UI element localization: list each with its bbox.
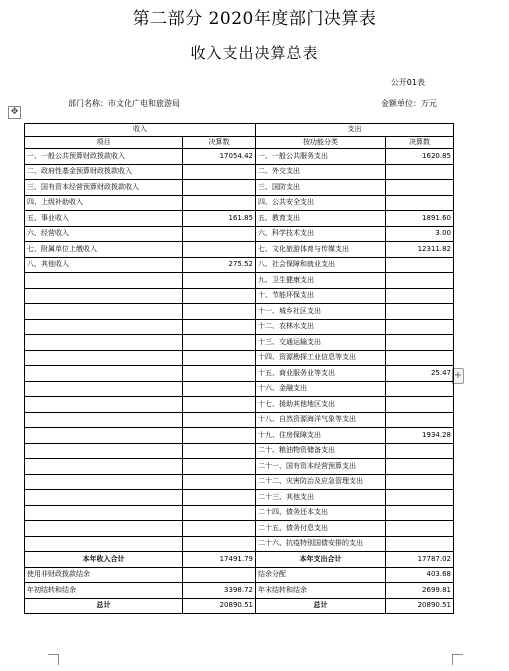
income-item: 八、其他收入 bbox=[25, 257, 183, 273]
expense-amount bbox=[386, 304, 454, 320]
expense-item: 八、社会保障和就业支出 bbox=[256, 257, 386, 273]
add-column-icon[interactable]: + bbox=[452, 368, 464, 384]
expense-amount bbox=[386, 257, 454, 273]
table-row bbox=[25, 226, 454, 242]
income-amount: 17054.42 bbox=[183, 149, 256, 165]
income-amount bbox=[183, 443, 256, 459]
income-amount: 275.52 bbox=[183, 257, 256, 273]
income-item bbox=[25, 459, 183, 475]
income-amount bbox=[183, 164, 256, 180]
summary-row bbox=[25, 552, 454, 568]
summary-expense-amount: 2699.81 bbox=[386, 583, 454, 599]
summary-income-label: 总计 bbox=[25, 598, 183, 614]
income-item bbox=[25, 288, 183, 304]
expense-item: 十七、援助其他地区支出 bbox=[256, 397, 386, 413]
income-item bbox=[25, 474, 183, 490]
income-item: 四、上级补助收入 bbox=[25, 195, 183, 211]
table-row bbox=[25, 257, 454, 273]
summary-income-label: 年初结转和结余 bbox=[25, 583, 183, 599]
column-header-function: 按功能分类 bbox=[256, 137, 386, 149]
table-title: 收入支出决算总表 bbox=[190, 44, 319, 62]
expense-item: 二十、粮油物资储备支出 bbox=[256, 443, 386, 459]
summary-expense-label: 结余分配 bbox=[256, 567, 386, 583]
income-amount bbox=[183, 459, 256, 475]
expense-item: 二十二、灾害防治及应急管理支出 bbox=[256, 474, 386, 490]
table-row bbox=[25, 381, 454, 397]
income-amount bbox=[183, 381, 256, 397]
crop-mark-icon bbox=[452, 654, 463, 665]
income-item bbox=[25, 350, 183, 366]
unit-label: 金额单位：万元 bbox=[381, 99, 437, 108]
expense-amount: 25.47 bbox=[386, 366, 454, 382]
income-amount bbox=[183, 366, 256, 382]
expense-item: 十六、金融支出 bbox=[256, 381, 386, 397]
expense-amount bbox=[386, 180, 454, 196]
expense-amount bbox=[386, 397, 454, 413]
expense-item: 三、国防支出 bbox=[256, 180, 386, 196]
summary-income-label: 使用非财政拨款结余 bbox=[25, 567, 183, 583]
expense-amount: 1934.28 bbox=[386, 428, 454, 444]
expense-item: 四、公共安全支出 bbox=[256, 195, 386, 211]
income-item bbox=[25, 505, 183, 521]
income-item bbox=[25, 443, 183, 459]
expense-item: 十一、城乡社区支出 bbox=[256, 304, 386, 320]
income-amount bbox=[183, 304, 256, 320]
expense-item: 二十五、债务付息支出 bbox=[256, 521, 386, 537]
table-row bbox=[25, 164, 454, 180]
expense-item: 十四、资源勘探工业信息等支出 bbox=[256, 350, 386, 366]
table-row bbox=[25, 505, 454, 521]
table-row bbox=[25, 536, 454, 552]
income-item bbox=[25, 366, 183, 382]
income-amount bbox=[183, 288, 256, 304]
expense-amount bbox=[386, 521, 454, 537]
expense-amount bbox=[386, 288, 454, 304]
income-expense-table bbox=[24, 123, 454, 614]
income-item: 五、事业收入 bbox=[25, 211, 183, 227]
column-header-amount: 决算数 bbox=[183, 137, 256, 149]
expense-item: 二十四、债务还本支出 bbox=[256, 505, 386, 521]
table-move-handle-icon[interactable]: ✥ bbox=[8, 106, 21, 119]
income-item bbox=[25, 381, 183, 397]
income-amount bbox=[183, 350, 256, 366]
summary-expense-label: 本年支出合计 bbox=[256, 552, 386, 568]
expense-item: 二十六、抗疫特别国债安排的支出 bbox=[256, 536, 386, 552]
income-amount bbox=[183, 195, 256, 211]
expense-item: 七、文化旅游体育与传媒支出 bbox=[256, 242, 386, 258]
summary-income-amount: 17491.79 bbox=[183, 552, 256, 568]
income-amount bbox=[183, 319, 256, 335]
income-item bbox=[25, 490, 183, 506]
expense-amount bbox=[386, 459, 454, 475]
income-amount bbox=[183, 428, 256, 444]
income-amount bbox=[183, 536, 256, 552]
table-row bbox=[25, 397, 454, 413]
income-item: 二、政府性基金预算财政拨款收入 bbox=[25, 164, 183, 180]
income-item: 七、附属单位上缴收入 bbox=[25, 242, 183, 258]
expense-amount bbox=[386, 474, 454, 490]
summary-income-amount bbox=[183, 567, 256, 583]
expense-item: 十八、自然资源海洋气象等支出 bbox=[256, 412, 386, 428]
expense-section-header: 支出 bbox=[256, 124, 454, 137]
crop-mark-icon bbox=[48, 654, 59, 665]
expense-item: 十九、住房保障支出 bbox=[256, 428, 386, 444]
expense-item: 六、科学技术支出 bbox=[256, 226, 386, 242]
expense-item: 十五、商业服务业等支出 bbox=[256, 366, 386, 382]
table-row bbox=[25, 319, 454, 335]
income-amount bbox=[183, 242, 256, 258]
column-header-amount: 决算数 bbox=[386, 137, 454, 149]
summary-income-amount: 3398.72 bbox=[183, 583, 256, 599]
expense-amount: 3.00 bbox=[386, 226, 454, 242]
table-row bbox=[25, 149, 454, 165]
expense-amount bbox=[386, 164, 454, 180]
expense-item: 二、外交支出 bbox=[256, 164, 386, 180]
income-section-header: 收入 bbox=[25, 124, 256, 137]
income-item bbox=[25, 304, 183, 320]
income-item bbox=[25, 521, 183, 537]
income-item bbox=[25, 536, 183, 552]
table-row bbox=[25, 350, 454, 366]
expense-amount bbox=[386, 319, 454, 335]
table-row bbox=[25, 412, 454, 428]
expense-item: 九、卫生健康支出 bbox=[256, 273, 386, 289]
expense-amount bbox=[386, 536, 454, 552]
income-amount bbox=[183, 273, 256, 289]
table-row bbox=[25, 242, 454, 258]
income-amount bbox=[183, 335, 256, 351]
income-amount bbox=[183, 180, 256, 196]
table-row bbox=[25, 304, 454, 320]
summary-expense-amount: 17787.02 bbox=[386, 552, 454, 568]
summary-income-label: 本年收入合计 bbox=[25, 552, 183, 568]
expense-item: 十、节能环保支出 bbox=[256, 288, 386, 304]
page-title: 第二部分 2020年度部门决算表 bbox=[132, 9, 377, 29]
income-item: 一、一般公共预算财政拨款收入 bbox=[25, 149, 183, 165]
summary-row bbox=[25, 567, 454, 583]
table-row bbox=[25, 521, 454, 537]
income-amount bbox=[183, 521, 256, 537]
table-row bbox=[25, 273, 454, 289]
expense-item: 十三、交通运输支出 bbox=[256, 335, 386, 351]
summary-expense-amount: 403.68 bbox=[386, 567, 454, 583]
form-number: 公开01表 bbox=[390, 78, 425, 87]
table-row bbox=[25, 366, 454, 382]
table-row bbox=[25, 474, 454, 490]
income-amount bbox=[183, 490, 256, 506]
expense-amount bbox=[386, 443, 454, 459]
income-item bbox=[25, 397, 183, 413]
income-item: 三、国有资本经营预算财政拨款收入 bbox=[25, 180, 183, 196]
income-amount bbox=[183, 505, 256, 521]
summary-income-amount: 20890.51 bbox=[183, 598, 256, 614]
department-label: 部门名称：市文化广电和旅游局 bbox=[68, 99, 180, 108]
expense-item: 二十一、国有资本经营预算支出 bbox=[256, 459, 386, 475]
income-amount bbox=[183, 412, 256, 428]
expense-amount: 1620.85 bbox=[386, 149, 454, 165]
income-amount: 161.85 bbox=[183, 211, 256, 227]
column-header-item: 项目 bbox=[25, 137, 183, 149]
expense-amount bbox=[386, 412, 454, 428]
income-item bbox=[25, 412, 183, 428]
table-row bbox=[25, 195, 454, 211]
expense-amount bbox=[386, 273, 454, 289]
expense-item: 十二、农林水支出 bbox=[256, 319, 386, 335]
expense-amount bbox=[386, 490, 454, 506]
expense-amount bbox=[386, 195, 454, 211]
table-row bbox=[25, 459, 454, 475]
table-row bbox=[25, 180, 454, 196]
table-row bbox=[25, 428, 454, 444]
income-amount bbox=[183, 226, 256, 242]
summary-row bbox=[25, 598, 454, 614]
expense-amount bbox=[386, 505, 454, 521]
income-item bbox=[25, 428, 183, 444]
expense-amount: 12311.82 bbox=[386, 242, 454, 258]
income-item: 六、经营收入 bbox=[25, 226, 183, 242]
table-row bbox=[25, 490, 454, 506]
income-amount bbox=[183, 474, 256, 490]
table-row bbox=[25, 335, 454, 351]
summary-expense-label: 总计 bbox=[256, 598, 386, 614]
income-item bbox=[25, 335, 183, 351]
income-item bbox=[25, 319, 183, 335]
expense-amount: 1891.60 bbox=[386, 211, 454, 227]
table-row bbox=[25, 211, 454, 227]
expense-amount bbox=[386, 381, 454, 397]
summary-expense-label: 年末结转和结余 bbox=[256, 583, 386, 599]
expense-item: 五、教育支出 bbox=[256, 211, 386, 227]
table-row bbox=[25, 288, 454, 304]
summary-row bbox=[25, 583, 454, 599]
summary-expense-amount: 20890.51 bbox=[386, 598, 454, 614]
income-amount bbox=[183, 397, 256, 413]
expense-amount bbox=[386, 350, 454, 366]
table-row bbox=[25, 443, 454, 459]
expense-amount bbox=[386, 335, 454, 351]
income-item bbox=[25, 273, 183, 289]
expense-item: 一、一般公共服务支出 bbox=[256, 149, 386, 165]
expense-item: 二十三、其他支出 bbox=[256, 490, 386, 506]
